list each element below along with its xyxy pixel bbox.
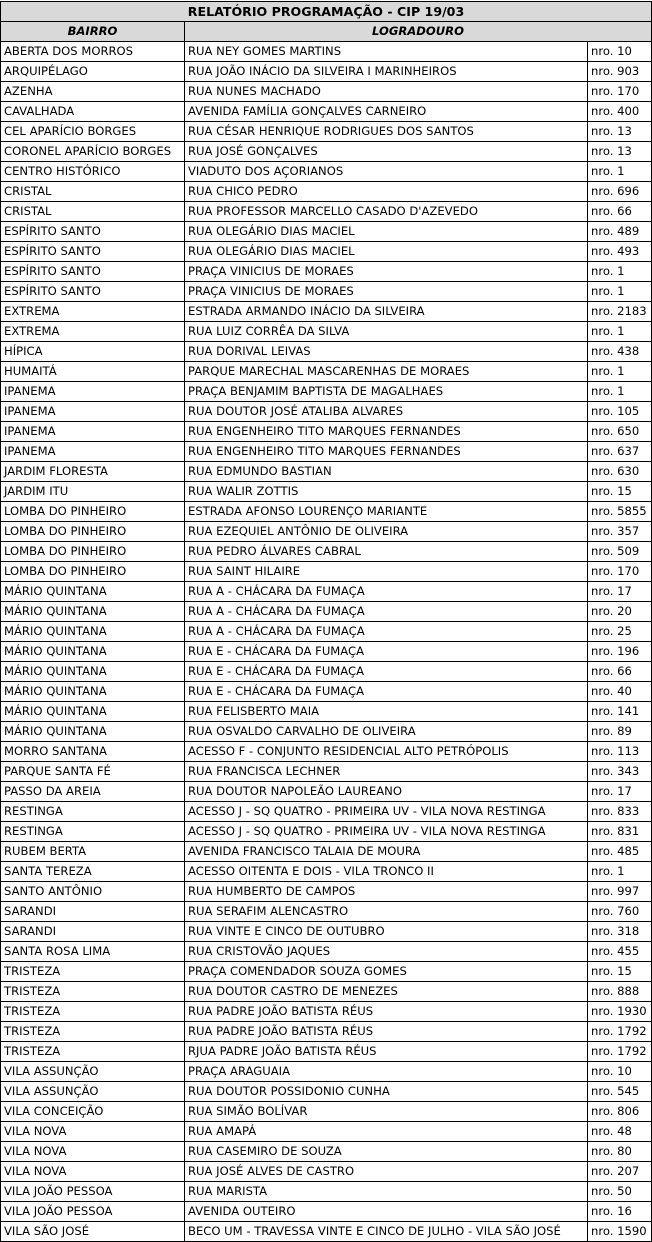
table-row	[1, 662, 652, 682]
bairro-cell: MÁRIO QUINTANA	[1, 702, 185, 722]
bairro-cell: VILA SÃO JOSÉ	[1, 1222, 185, 1242]
logradouro-header: LOGRADOURO	[185, 22, 652, 42]
bairro-cell: JARDIM FLORESTA	[1, 462, 185, 482]
logradouro-cell: PRAÇA BENJAMIM BAPTISTA DE MAGALHAES	[185, 382, 588, 402]
numero-cell: nro. 17	[588, 582, 652, 602]
header-row	[1, 22, 652, 42]
table-row	[1, 402, 652, 422]
bairro-cell: RESTINGA	[1, 802, 185, 822]
numero-cell: nro. 207	[588, 1162, 652, 1182]
table-row	[1, 742, 652, 762]
numero-cell: nro. 1	[588, 362, 652, 382]
logradouro-cell: RUA CASEMIRO DE SOUZA	[185, 1142, 588, 1162]
bairro-cell: VILA NOVA	[1, 1162, 185, 1182]
bairro-cell: TRISTEZA	[1, 1042, 185, 1062]
table-row	[1, 822, 652, 842]
table-row	[1, 362, 652, 382]
table-row	[1, 422, 652, 442]
table-row	[1, 1162, 652, 1182]
table-row	[1, 842, 652, 862]
numero-cell: nro. 1590	[588, 1222, 652, 1242]
numero-cell: nro. 1	[588, 322, 652, 342]
logradouro-cell: ACESSO OITENTA E DOIS - VILA TRONCO II	[185, 862, 588, 882]
logradouro-cell: RUA OLEGÁRIO DIAS MACIEL	[185, 242, 588, 262]
logradouro-cell: RUA DORIVAL LEIVAS	[185, 342, 588, 362]
logradouro-cell: PRAÇA VINICIUS DE MORAES	[185, 262, 588, 282]
bairro-cell: CEL APARÍCIO BORGES	[1, 122, 185, 142]
numero-cell: nro. 493	[588, 242, 652, 262]
bairro-cell: CAVALHADA	[1, 102, 185, 122]
table-row	[1, 942, 652, 962]
table-row	[1, 882, 652, 902]
bairro-cell: TRISTEZA	[1, 1022, 185, 1042]
logradouro-cell: RUA CÉSAR HENRIQUE RODRIGUES DOS SANTOS	[185, 122, 588, 142]
bairro-cell: PARQUE SANTA FÉ	[1, 762, 185, 782]
numero-cell: nro. 50	[588, 1182, 652, 1202]
bairro-cell: CORONEL APARÍCIO BORGES	[1, 142, 185, 162]
logradouro-cell: RUA NUNES MACHADO	[185, 82, 588, 102]
numero-cell: nro. 25	[588, 622, 652, 642]
table-row	[1, 322, 652, 342]
bairro-cell: LOMBA DO PINHEIRO	[1, 502, 185, 522]
table-row	[1, 62, 652, 82]
logradouro-cell: ACESSO J - SQ QUATRO - PRIMEIRA UV - VILA NOVA RESTINGA	[185, 802, 588, 822]
bairro-cell: SANTA ROSA LIMA	[1, 942, 185, 962]
table-row	[1, 1082, 652, 1102]
bairro-cell: RUBEM BERTA	[1, 842, 185, 862]
numero-cell: nro. 760	[588, 902, 652, 922]
bairro-cell: ESPÍRITO SANTO	[1, 242, 185, 262]
table-row	[1, 482, 652, 502]
table-row	[1, 302, 652, 322]
logradouro-cell: RUA LUIZ CORRÊA DA SILVA	[185, 322, 588, 342]
table-row	[1, 202, 652, 222]
numero-cell: nro. 1	[588, 382, 652, 402]
numero-cell: nro. 10	[588, 1062, 652, 1082]
numero-cell: nro. 696	[588, 182, 652, 202]
bairro-cell: TRISTEZA	[1, 962, 185, 982]
numero-cell: nro. 630	[588, 462, 652, 482]
bairro-cell: SANTA TEREZA	[1, 862, 185, 882]
bairro-cell: VILA ASSUNÇÃO	[1, 1062, 185, 1082]
logradouro-cell: AVENIDA FRANCISCO TALAIA DE MOURA	[185, 842, 588, 862]
logradouro-cell: RUA ENGENHEIRO TITO MARQUES FERNANDES	[185, 442, 588, 462]
bairro-cell: MÁRIO QUINTANA	[1, 642, 185, 662]
table-row	[1, 862, 652, 882]
logradouro-cell: RUA SIMÃO BOLÍVAR	[185, 1102, 588, 1122]
table-row	[1, 642, 652, 662]
numero-cell: nro. 15	[588, 482, 652, 502]
table-row	[1, 802, 652, 822]
numero-cell: nro. 806	[588, 1102, 652, 1122]
bairro-cell: CRISTAL	[1, 202, 185, 222]
bairro-cell: IPANEMA	[1, 402, 185, 422]
table-row	[1, 142, 652, 162]
logradouro-cell: RUA DOUTOR CASTRO DE MENEZES	[185, 982, 588, 1002]
logradouro-cell: RUA E - CHÁCARA DA FUMAÇA	[185, 682, 588, 702]
table-row	[1, 242, 652, 262]
logradouro-cell: RUA FELISBERTO MAIA	[185, 702, 588, 722]
table-row	[1, 1222, 652, 1242]
logradouro-cell: RUA DOUTOR POSSIDONIO CUNHA	[185, 1082, 588, 1102]
logradouro-cell: ACESSO J - SQ QUATRO - PRIMEIRA UV - VILA NOVA RESTINGA	[185, 822, 588, 842]
bairro-cell: VILA JOÃO PESSOA	[1, 1202, 185, 1222]
bairro-cell: MÁRIO QUINTANA	[1, 622, 185, 642]
table-row	[1, 1022, 652, 1042]
table-row	[1, 222, 652, 242]
logradouro-cell: PRAÇA COMENDADOR SOUZA GOMES	[185, 962, 588, 982]
numero-cell: nro. 170	[588, 82, 652, 102]
numero-cell: nro. 105	[588, 402, 652, 422]
bairro-cell: TRISTEZA	[1, 982, 185, 1002]
bairro-cell: VILA NOVA	[1, 1122, 185, 1142]
numero-cell: nro. 357	[588, 522, 652, 542]
logradouro-cell: PRAÇA VINICIUS DE MORAES	[185, 282, 588, 302]
logradouro-cell: RUA E - CHÁCARA DA FUMAÇA	[185, 642, 588, 662]
numero-cell: nro. 48	[588, 1122, 652, 1142]
logradouro-cell: RUA JOSÉ ALVES DE CASTRO	[185, 1162, 588, 1182]
logradouro-cell: PARQUE MARECHAL MASCARENHAS DE MORAES	[185, 362, 588, 382]
numero-cell: nro. 831	[588, 822, 652, 842]
bairro-cell: MORRO SANTANA	[1, 742, 185, 762]
numero-cell: nro. 141	[588, 702, 652, 722]
numero-cell: nro. 1792	[588, 1042, 652, 1062]
logradouro-cell: AVENIDA OUTEIRO	[185, 1202, 588, 1222]
numero-cell: nro. 196	[588, 642, 652, 662]
bairro-cell: RESTINGA	[1, 822, 185, 842]
logradouro-cell: RUA OSVALDO CARVALHO DE OLIVEIRA	[185, 722, 588, 742]
numero-cell: nro. 888	[588, 982, 652, 1002]
bairro-cell: MÁRIO QUINTANA	[1, 682, 185, 702]
logradouro-cell: RUA CRISTOVÃO JAQUES	[185, 942, 588, 962]
bairro-cell: EXTREMA	[1, 322, 185, 342]
bairro-cell: IPANEMA	[1, 442, 185, 462]
table-row	[1, 1062, 652, 1082]
numero-cell: nro. 40	[588, 682, 652, 702]
bairro-cell: LOMBA DO PINHEIRO	[1, 522, 185, 542]
bairro-cell: LOMBA DO PINHEIRO	[1, 562, 185, 582]
bairro-cell: HÍPICA	[1, 342, 185, 362]
bairro-cell: MÁRIO QUINTANA	[1, 602, 185, 622]
table-row	[1, 342, 652, 362]
bairro-cell: VILA NOVA	[1, 1142, 185, 1162]
numero-cell: nro. 2183	[588, 302, 652, 322]
numero-cell: nro. 318	[588, 922, 652, 942]
logradouro-cell: ESTRADA ARMANDO INÁCIO DA SILVEIRA	[185, 302, 588, 322]
logradouro-cell: RUA HUMBERTO DE CAMPOS	[185, 882, 588, 902]
numero-cell: nro. 1	[588, 162, 652, 182]
table-row	[1, 762, 652, 782]
bairro-cell: MÁRIO QUINTANA	[1, 722, 185, 742]
table-row	[1, 1122, 652, 1142]
bairro-cell: EXTREMA	[1, 302, 185, 322]
numero-cell: nro. 13	[588, 142, 652, 162]
logradouro-cell: RUA PEDRO ÁLVARES CABRAL	[185, 542, 588, 562]
numero-cell: nro. 66	[588, 662, 652, 682]
numero-cell: nro. 16	[588, 1202, 652, 1222]
table-row	[1, 902, 652, 922]
bairro-cell: CRISTAL	[1, 182, 185, 202]
table-row	[1, 502, 652, 522]
numero-cell: nro. 489	[588, 222, 652, 242]
table-row	[1, 1102, 652, 1122]
logradouro-cell: RUA PADRE JOÃO BATISTA RÉUS	[185, 1022, 588, 1042]
numero-cell: nro. 89	[588, 722, 652, 742]
table-row	[1, 702, 652, 722]
logradouro-cell: RUA ENGENHEIRO TITO MARQUES FERNANDES	[185, 422, 588, 442]
table-row	[1, 1002, 652, 1022]
logradouro-cell: RUA OLEGÁRIO DIAS MACIEL	[185, 222, 588, 242]
bairro-cell: LOMBA DO PINHEIRO	[1, 542, 185, 562]
logradouro-cell: RUA JOÃO INÁCIO DA SILVEIRA I MARINHEIROS	[185, 62, 588, 82]
numero-cell: nro. 5855	[588, 502, 652, 522]
logradouro-cell: RUA PROFESSOR MARCELLO CASADO D'AZEVEDO	[185, 202, 588, 222]
bairro-cell: TRISTEZA	[1, 1002, 185, 1022]
logradouro-cell: RUA EDMUNDO BASTIAN	[185, 462, 588, 482]
table-row	[1, 562, 652, 582]
numero-cell: nro. 10	[588, 42, 652, 62]
logradouro-cell: RUA FRANCISCA LECHNER	[185, 762, 588, 782]
numero-cell: nro. 343	[588, 762, 652, 782]
logradouro-cell: RUA SERAFIM ALENCASTRO	[185, 902, 588, 922]
logradouro-cell: RUA NEY GOMES MARTINS	[185, 42, 588, 62]
logradouro-cell: RUA AMAPÁ	[185, 1122, 588, 1142]
table-row	[1, 582, 652, 602]
bairro-cell: ESPÍRITO SANTO	[1, 222, 185, 242]
logradouro-cell: RUA VINTE E CINCO DE OUTUBRO	[185, 922, 588, 942]
table-row	[1, 282, 652, 302]
bairro-cell: ABERTA DOS MORROS	[1, 42, 185, 62]
numero-cell: nro. 997	[588, 882, 652, 902]
bairro-cell: SARANDI	[1, 922, 185, 942]
numero-cell: nro. 17	[588, 782, 652, 802]
table-row	[1, 122, 652, 142]
table-row	[1, 1042, 652, 1062]
logradouro-cell: RUA WALIR ZOTTIS	[185, 482, 588, 502]
numero-cell: nro. 400	[588, 102, 652, 122]
table-row	[1, 182, 652, 202]
logradouro-cell: RUA A - CHÁCARA DA FUMAÇA	[185, 602, 588, 622]
bairro-cell: PASSO DA AREIA	[1, 782, 185, 802]
report-table	[0, 1, 652, 1242]
table-row	[1, 1182, 652, 1202]
logradouro-cell: ACESSO F - CONJUNTO RESIDENCIAL ALTO PETRÓPOLIS	[185, 742, 588, 762]
table-row	[1, 602, 652, 622]
table-row	[1, 982, 652, 1002]
logradouro-cell: RUA DOUTOR JOSÉ ATALIBA ALVARES	[185, 402, 588, 422]
logradouro-cell: RUA DOUTOR NAPOLEÃO LAUREANO	[185, 782, 588, 802]
logradouro-cell: RUA E - CHÁCARA DA FUMAÇA	[185, 662, 588, 682]
logradouro-cell: PRAÇA ARAGUAIA	[185, 1062, 588, 1082]
bairro-cell: IPANEMA	[1, 422, 185, 442]
table-row	[1, 522, 652, 542]
logradouro-cell: RUA MARISTA	[185, 1182, 588, 1202]
table-row	[1, 42, 652, 62]
table-row	[1, 782, 652, 802]
numero-cell: nro. 509	[588, 542, 652, 562]
bairro-cell: HUMAITÁ	[1, 362, 185, 382]
numero-cell: nro. 15	[588, 962, 652, 982]
numero-cell: nro. 903	[588, 62, 652, 82]
logradouro-cell: RUA SAINT HILAIRE	[185, 562, 588, 582]
numero-cell: nro. 545	[588, 1082, 652, 1102]
table-row	[1, 1142, 652, 1162]
table-row	[1, 82, 652, 102]
table-row	[1, 622, 652, 642]
numero-cell: nro. 1792	[588, 1022, 652, 1042]
logradouro-cell: RJUA PADRE JOÃO BATISTA RÉUS	[185, 1042, 588, 1062]
bairro-cell: MÁRIO QUINTANA	[1, 582, 185, 602]
table-row	[1, 722, 652, 742]
numero-cell: nro. 1930	[588, 1002, 652, 1022]
logradouro-cell: ESTRADA AFONSO LOURENÇO MARIANTE	[185, 502, 588, 522]
numero-cell: nro. 438	[588, 342, 652, 362]
bairro-cell: VILA CONCEIÇÃO	[1, 1102, 185, 1122]
numero-cell: nro. 20	[588, 602, 652, 622]
numero-cell: nro. 80	[588, 1142, 652, 1162]
bairro-cell: ESPÍRITO SANTO	[1, 262, 185, 282]
title-row	[1, 2, 652, 22]
table-row	[1, 162, 652, 182]
bairro-cell: JARDIM ITU	[1, 482, 185, 502]
bairro-cell: VILA ASSUNÇÃO	[1, 1082, 185, 1102]
table-row	[1, 922, 652, 942]
logradouro-cell: RUA EZEQUIEL ANTÔNIO DE OLIVEIRA	[185, 522, 588, 542]
bairro-cell: IPANEMA	[1, 382, 185, 402]
bairro-header: BAIRRO	[1, 22, 185, 42]
logradouro-cell: RUA A - CHÁCARA DA FUMAÇA	[185, 622, 588, 642]
logradouro-cell: RUA JOSÉ GONÇALVES	[185, 142, 588, 162]
logradouro-cell: BECO UM - TRAVESSA VINTE E CINCO DE JULHO - VILA SÃO JOSÉ	[185, 1222, 588, 1242]
logradouro-cell: RUA CHICO PEDRO	[185, 182, 588, 202]
numero-cell: nro. 485	[588, 842, 652, 862]
bairro-cell: MÁRIO QUINTANA	[1, 662, 185, 682]
table-row	[1, 682, 652, 702]
numero-cell: nro. 66	[588, 202, 652, 222]
table-row	[1, 542, 652, 562]
numero-cell: nro. 1	[588, 262, 652, 282]
logradouro-cell: RUA A - CHÁCARA DA FUMAÇA	[185, 582, 588, 602]
logradouro-cell: RUA PADRE JOÃO BATISTA RÉUS	[185, 1002, 588, 1022]
logradouro-cell: AVENIDA FAMÍLIA GONÇALVES CARNEIRO	[185, 102, 588, 122]
table-row	[1, 442, 652, 462]
logradouro-cell: VIADUTO DOS AÇORIANOS	[185, 162, 588, 182]
table-row	[1, 262, 652, 282]
table-row	[1, 102, 652, 122]
numero-cell: nro. 1	[588, 282, 652, 302]
numero-cell: nro. 1	[588, 862, 652, 882]
table-row	[1, 962, 652, 982]
table-row	[1, 1202, 652, 1222]
bairro-cell: VILA JOÃO PESSOA	[1, 1182, 185, 1202]
bairro-cell: CENTRO HISTÓRICO	[1, 162, 185, 182]
numero-cell: nro. 455	[588, 942, 652, 962]
report-title: RELATÓRIO PROGRAMAÇÃO - CIP 19/03	[1, 2, 652, 22]
bairro-cell: ARQUIPÉLAGO	[1, 62, 185, 82]
table-row	[1, 462, 652, 482]
numero-cell: nro. 113	[588, 742, 652, 762]
numero-cell: nro. 650	[588, 422, 652, 442]
numero-cell: nro. 170	[588, 562, 652, 582]
numero-cell: nro. 13	[588, 122, 652, 142]
numero-cell: nro. 833	[588, 802, 652, 822]
bairro-cell: SARANDI	[1, 902, 185, 922]
bairro-cell: AZENHA	[1, 82, 185, 102]
bairro-cell: SANTO ANTÔNIO	[1, 882, 185, 902]
table-row	[1, 382, 652, 402]
bairro-cell: ESPÍRITO SANTO	[1, 282, 185, 302]
numero-cell: nro. 637	[588, 442, 652, 462]
